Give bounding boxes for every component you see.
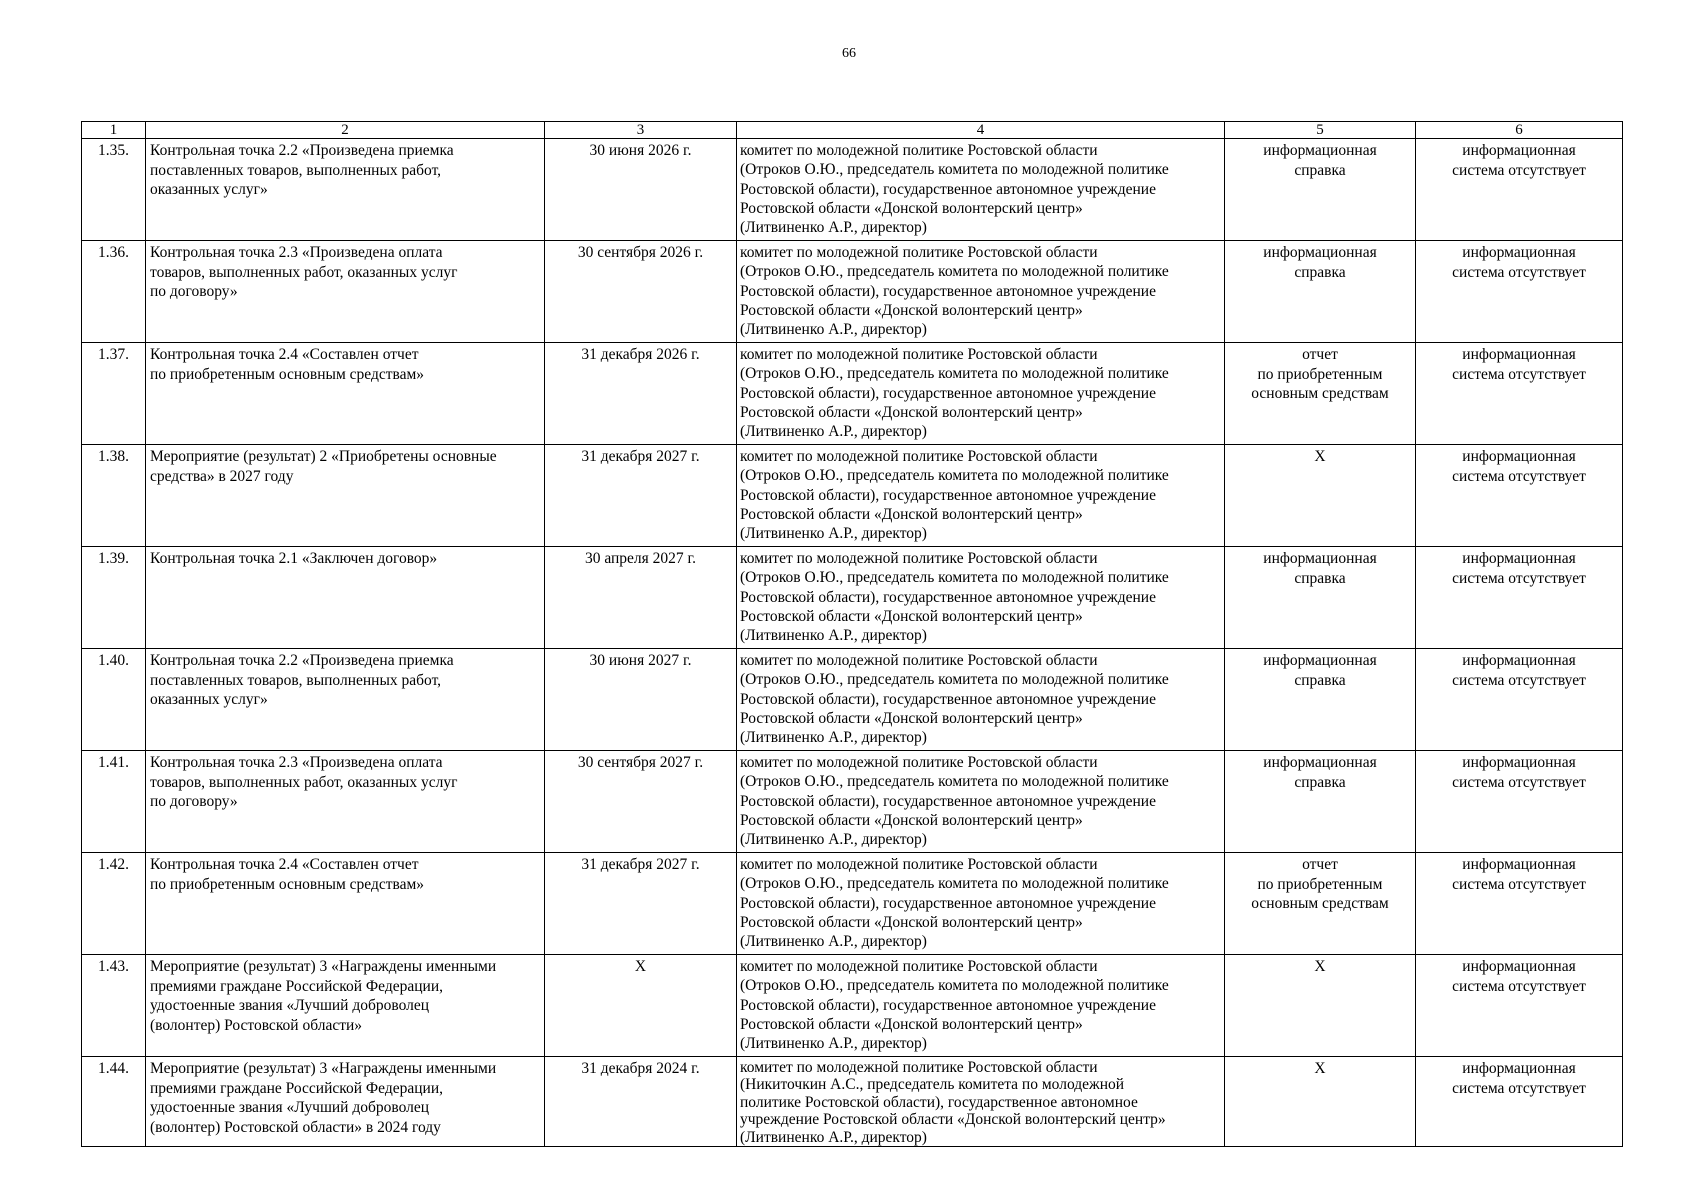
measure-name: Контрольная точка 2.3 «Произведена оплата товаров, выполненных работ, оказанных услуг по договору» [146,751,545,853]
information-system: информационная система отсутствует [1416,1057,1623,1147]
deadline: Х [545,955,737,1057]
information-system: информационная система отсутствует [1416,547,1623,649]
table-row [82,547,1623,649]
table-row [82,241,1623,343]
measure-name: Мероприятие (результат) 3 «Награждены именными премиями граждане Российской Федерации, удостоенные звания «Лучший доброволец (волонтер) Ростовской области» [146,955,545,1057]
column-header-2: 2 [146,122,545,139]
information-system: информационная система отсутствует [1416,343,1623,445]
deadline: 30 июня 2026 г. [545,139,737,241]
table-row [82,139,1623,241]
measure-name: Мероприятие (результат) 2 «Приобретены основные средства» в 2027 году [146,445,545,547]
row-number: 1.42. [82,853,146,955]
confirming-document: информационная справка [1225,241,1416,343]
information-system: информационная система отсутствует [1416,751,1623,853]
measure-name: Контрольная точка 2.1 «Заключен договор» [146,547,545,649]
measure-name: Контрольная точка 2.4 «Составлен отчет по приобретенным основным средствам» [146,853,545,955]
responsible-party: комитет по молодежной политике Ростовской области (Отроков О.Ю., председатель комитета по молодежной политике Ростовской области), государственное автономное учреждение Ростовской области «Донской волонтерский центр» (Литвиненко А.Р., директор) [737,241,1225,343]
confirming-document: Х [1225,1057,1416,1147]
confirming-document: информационная справка [1225,649,1416,751]
page-number: 66 [842,46,856,61]
confirming-document: информационная справка [1225,547,1416,649]
responsible-party: комитет по молодежной политике Ростовской области (Отроков О.Ю., председатель комитета по молодежной политике Ростовской области), государственное автономное учреждение Ростовской области «Донской волонтерский центр» (Литвиненко А.Р., директор) [737,547,1225,649]
row-number: 1.41. [82,751,146,853]
information-system: информационная система отсутствует [1416,241,1623,343]
column-header-4: 4 [737,122,1225,139]
information-system: информационная система отсутствует [1416,955,1623,1057]
table-row [82,649,1623,751]
deadline: 31 декабря 2027 г. [545,853,737,955]
row-number: 1.36. [82,241,146,343]
confirming-document: информационная справка [1225,139,1416,241]
responsible-party: комитет по молодежной политике Ростовской области (Отроков О.Ю., председатель комитета по молодежной политике Ростовской области), государственное автономное учреждение Ростовской области «Донской волонтерский центр» (Литвиненко А.Р., директор) [737,343,1225,445]
responsible-party: комитет по молодежной политике Ростовской области (Отроков О.Ю., председатель комитета по молодежной политике Ростовской области), государственное автономное учреждение Ростовской области «Донской волонтерский центр» (Литвиненко А.Р., директор) [737,139,1225,241]
header-row [82,122,1623,139]
row-number: 1.44. [82,1057,146,1147]
deadline: 31 декабря 2026 г. [545,343,737,445]
row-number: 1.37. [82,343,146,445]
responsible-party: комитет по молодежной политике Ростовской области (Отроков О.Ю., председатель комитета по молодежной политике Ростовской области), государственное автономное учреждение Ростовской области «Донской волонтерский центр» (Литвиненко А.Р., директор) [737,853,1225,955]
measure-name: Контрольная точка 2.2 «Произведена приемка поставленных товаров, выполненных работ, оказанных услуг» [146,139,545,241]
confirming-document: Х [1225,955,1416,1057]
information-system: информационная система отсутствует [1416,445,1623,547]
deadline: 30 сентября 2027 г. [545,751,737,853]
measure-name: Контрольная точка 2.2 «Произведена приемка поставленных товаров, выполненных работ, оказанных услуг» [146,649,545,751]
table-row [82,751,1623,853]
measures-table [81,121,1623,1147]
row-number: 1.43. [82,955,146,1057]
deadline: 31 декабря 2024 г. [545,1057,737,1147]
row-number: 1.39. [82,547,146,649]
table-row [82,445,1623,547]
confirming-document: Х [1225,445,1416,547]
information-system: информационная система отсутствует [1416,649,1623,751]
table-row [82,955,1623,1057]
deadline: 30 сентября 2026 г. [545,241,737,343]
confirming-document: отчет по приобретенным основным средствам [1225,343,1416,445]
table-row [82,853,1623,955]
confirming-document: информационная справка [1225,751,1416,853]
responsible-party: комитет по молодежной политике Ростовской области (Отроков О.Ю., председатель комитета по молодежной политике Ростовской области), государственное автономное учреждение Ростовской области «Донской волонтерский центр» (Литвиненко А.Р., директор) [737,751,1225,853]
column-header-5: 5 [1225,122,1416,139]
table-row [82,343,1623,445]
deadline: 30 апреля 2027 г. [545,547,737,649]
deadline: 31 декабря 2027 г. [545,445,737,547]
column-header-6: 6 [1416,122,1623,139]
row-number: 1.38. [82,445,146,547]
table-row [82,1057,1623,1147]
information-system: информационная система отсутствует [1416,853,1623,955]
deadline: 30 июня 2027 г. [545,649,737,751]
row-number: 1.35. [82,139,146,241]
measure-name: Контрольная точка 2.3 «Произведена оплата товаров, выполненных работ, оказанных услуг по договору» [146,241,545,343]
responsible-party: комитет по молодежной политике Ростовской области (Отроков О.Ю., председатель комитета по молодежной политике Ростовской области), государственное автономное учреждение Ростовской области «Донской волонтерский центр» (Литвиненко А.Р., директор) [737,445,1225,547]
responsible-party: комитет по молодежной политике Ростовской области (Отроков О.Ю., председатель комитета по молодежной политике Ростовской области), государственное автономное учреждение Ростовской области «Донской волонтерский центр» (Литвиненко А.Р., директор) [737,649,1225,751]
measure-name: Контрольная точка 2.4 «Составлен отчет по приобретенным основным средствам» [146,343,545,445]
confirming-document: отчет по приобретенным основным средствам [1225,853,1416,955]
responsible-party: комитет по молодежной политике Ростовской области (Отроков О.Ю., председатель комитета по молодежной политике Ростовской области), государственное автономное учреждение Ростовской области «Донской волонтерский центр» (Литвиненко А.Р., директор) [737,955,1225,1057]
information-system: информационная система отсутствует [1416,139,1623,241]
measure-name: Мероприятие (результат) 3 «Награждены именными премиями граждане Российской Федерации, удостоенные звания «Лучший доброволец (волонтер) Ростовской области» в 2024 году [146,1057,545,1147]
row-number: 1.40. [82,649,146,751]
responsible-party: комитет по молодежной политике Ростовской области (Никиточкин А.С., председатель комитета по молодежной политике Ростовской области), государственное автономное учреждение Ростовской области «Донской волонтерский центр» (Литвиненко А.Р., директор) [737,1057,1225,1147]
column-header-1: 1 [82,122,146,139]
column-header-3: 3 [545,122,737,139]
